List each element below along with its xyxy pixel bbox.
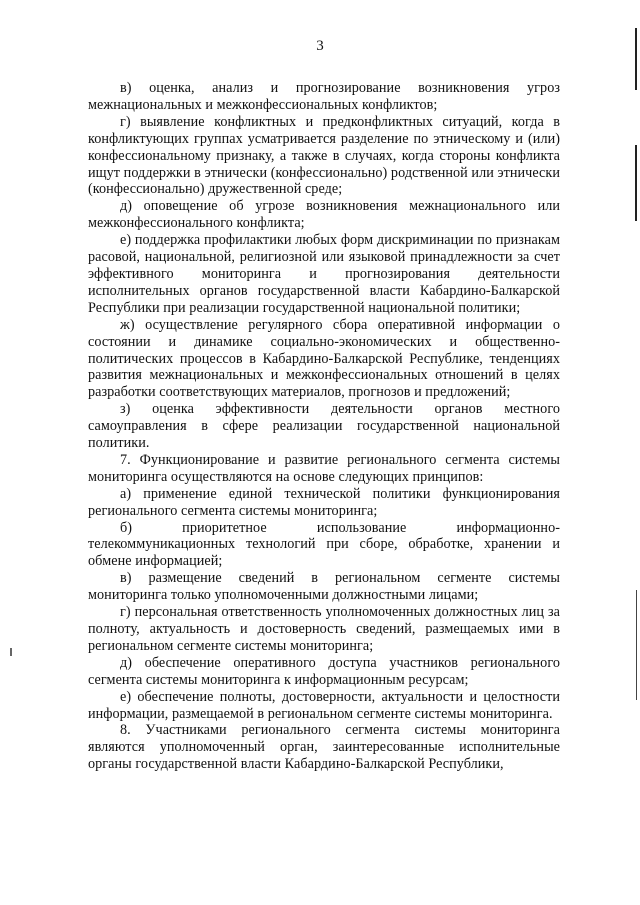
principle-a: а) применение единой технической политики функционирования регионального сегмента системы мониторинга;	[88, 485, 560, 519]
list-item-zh: ж) осуществление регулярного сбора оперативной информации о состоянии и динамике социально-экономических и общественно-политических процессов в Кабардино-Балкарской Республике, тенденциях развития межнациональных и межконфессиональных отношений в целях разработки соответствующих материалов, прогнозов и предложений;	[88, 316, 560, 401]
section-8-paragraph: 8. Участниками регионального сегмента системы мониторинга являются уполномоченный орган, заинтересованные исполнительные органы государственной власти Кабардино-Балкарской Республики,	[88, 722, 560, 773]
principle-g: г) персональная ответственность уполномоченных должностных лиц за полноту, актуальность и достоверность сведений, размещаемых ими в региональном сегменте системы мониторинга;	[88, 604, 560, 654]
principle-e: е) обеспечение полноты, достоверности, актуальности и целостности информации, размещаемой в региональном сегменте системы мониторинга.	[88, 688, 560, 722]
list-item-d: д) оповещение об угрозе возникновения межнационального или межконфессионального конфликта;	[88, 198, 560, 232]
scan-edge-mark	[636, 590, 637, 700]
document-body	[88, 80, 560, 773]
scan-edge-mark	[635, 145, 637, 221]
list-item-v: в) оценка, анализ и прогнозирование возникновения угроз межнациональных и межконфессиональных конфликтов;	[88, 80, 560, 113]
list-item-g: г) выявление конфликтных и предконфликтных ситуаций, когда в конфликтующих группах усматривается разделение по этническому и (или) конфессиональному признаку, а также в случаях, когда стороны конфликта ищут поддержки в этнически (конфессионально) родственной или этнически (конфессионально) дружественной среде;	[88, 113, 560, 198]
section-7-heading: 7. Функционирование и развитие регионального сегмента системы мониторинга осуществляются на основе следующих принципов:	[88, 451, 560, 485]
list-item-e: е) поддержка профилактики любых форм дискриминации по признакам расовой, национальной, религиозной или языковой принадлежности за счет эффективного мониторинга и прогнозирования деятельности исполнительных органов государственной власти Кабардино-Балкарской Республики при реализации государственной национальной политики;	[88, 232, 560, 316]
principle-d: д) обеспечение оперативного доступа участников регионального сегмента системы мониторинга к информационным ресурсам;	[88, 654, 560, 688]
scan-edge-mark	[635, 28, 637, 90]
scan-speck	[10, 648, 12, 656]
page-number: 3	[316, 38, 324, 54]
list-item-z: з) оценка эффективности деятельности органов местного самоуправления в сфере реализации государственной национальной политики.	[88, 401, 560, 452]
principle-b: б) приоритетное использование информационно-телекоммуникационных технологий при сборе, обработке, хранении и обмене информацией;	[88, 519, 560, 570]
principle-v: в) размещение сведений в региональном сегменте системы мониторинга только уполномоченными должностными лицами;	[88, 570, 560, 604]
